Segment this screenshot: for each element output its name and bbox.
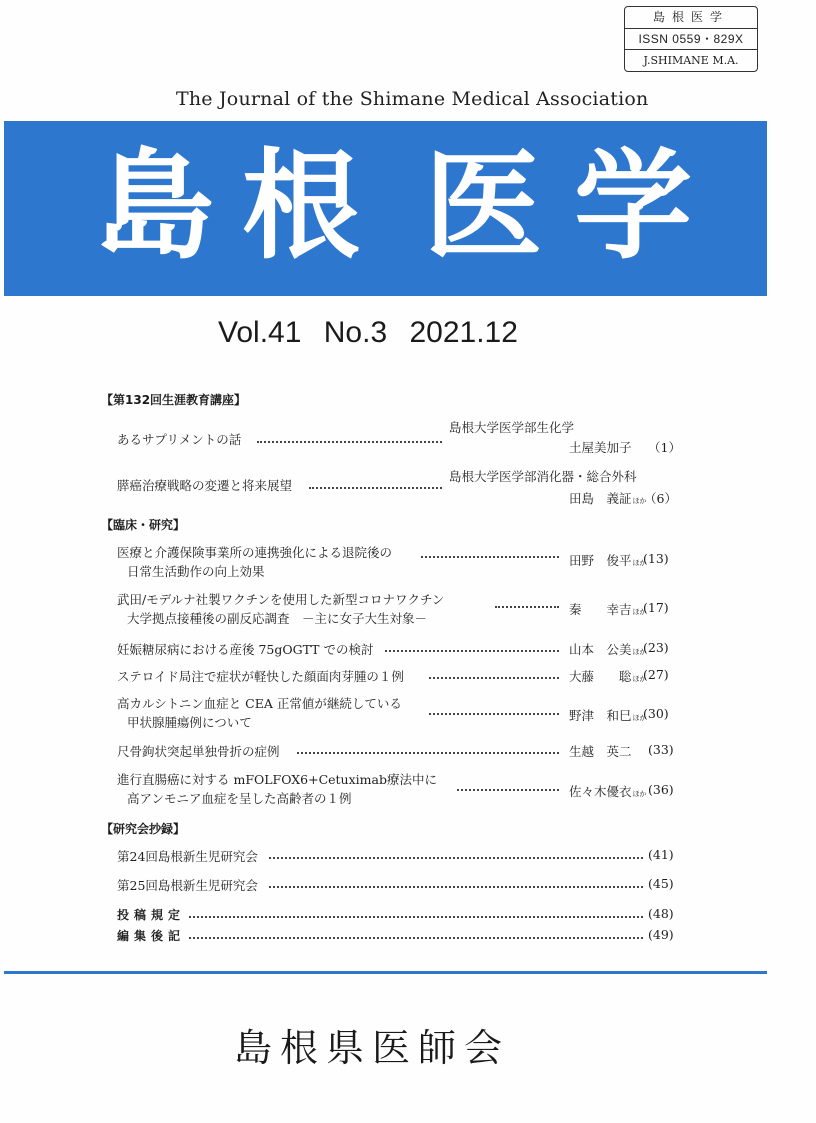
- section-heading-lifelong-education: 【第132回生涯教育講座】: [101, 393, 247, 407]
- journal-english-title: The Journal of the Shimane Medical Association: [176, 88, 649, 110]
- issn-box: [624, 6, 758, 72]
- banner-char-4: 学: [574, 137, 693, 275]
- issn-number: ISSN 0559・829X: [625, 28, 757, 49]
- toc-entry[interactable]: [117, 770, 678, 810]
- dot-leader: [257, 440, 442, 443]
- entry-author: 秦 幸吉ほか: [569, 602, 647, 617]
- entry-page: (41): [648, 847, 674, 862]
- entry-title: 進行直腸癌に対する mFOLFOX6+Cetuximab療法中に: [117, 772, 437, 787]
- section-heading-meeting-abstracts: 【研究会抄録】: [101, 822, 186, 836]
- toc-entry[interactable]: [117, 667, 678, 687]
- entry-title: 膵癌治療戦略の変遷と将来展望: [117, 478, 293, 493]
- entry-affiliation: 島根大学医学部生化学: [449, 420, 575, 435]
- dot-leader: [269, 885, 643, 888]
- issn-journal-name: 島根医学: [652, 10, 729, 24]
- dot-leader: [189, 915, 643, 918]
- issn-abbrev: J.SHIMANE M.A.: [625, 49, 757, 70]
- entry-title: ステロイド局注で症状が軽快した顔面肉芽腫の１例: [117, 669, 404, 684]
- entry-page: (49): [648, 927, 674, 942]
- entry-author: 大藤 聡ほか: [569, 669, 647, 684]
- banner-char-1: 島: [96, 137, 215, 275]
- entry-title: 尺骨鉤状突起単独骨折の症例: [117, 744, 280, 759]
- toc-entry[interactable]: [117, 469, 678, 514]
- banner-char-2: 根: [242, 137, 361, 275]
- entry-page: (23): [643, 640, 669, 655]
- entry-page: (33): [648, 742, 674, 757]
- dot-leader: [385, 649, 559, 652]
- dot-leader: [297, 751, 559, 754]
- entry-title: 高カルシトニン血症と CEA 正常値が継続している: [117, 696, 402, 711]
- dot-leader: [421, 555, 559, 558]
- entry-page: (36): [648, 782, 674, 797]
- dot-leader: [189, 936, 643, 939]
- entry-page: （1）: [648, 440, 681, 455]
- banner-char-3: 医: [424, 137, 543, 275]
- toc-entry[interactable]: [117, 420, 681, 466]
- issue-date: 2021.12: [409, 316, 518, 349]
- toc-entry[interactable]: [117, 742, 678, 762]
- toc-entry[interactable]: [117, 906, 678, 926]
- entry-title-continued: 日常生活動作の向上効果: [127, 564, 265, 579]
- entry-affiliation: 島根大学医学部消化器・総合外科: [449, 469, 637, 484]
- entry-page: (45): [648, 876, 674, 891]
- footer-rule: [4, 971, 767, 974]
- entry-page: (17): [643, 600, 669, 615]
- entry-title: 医療と介護保険事業所の連携強化による退院後の: [117, 545, 393, 560]
- dot-leader: [429, 676, 559, 679]
- entry-author: 山本 公美ほか: [569, 642, 647, 657]
- entry-page: (13): [643, 551, 669, 566]
- entry-title-continued: 高アンモニア血症を呈した高齢者の１例: [127, 791, 352, 806]
- entry-page: (27): [643, 667, 669, 682]
- entry-author: 田島 義証ほか: [569, 491, 647, 506]
- entry-title: あるサプリメントの話: [117, 432, 242, 447]
- entry-page: （6）: [644, 491, 677, 506]
- dot-leader: [429, 712, 559, 715]
- entry-title: 投稿規定: [117, 908, 186, 922]
- toc-entry[interactable]: [117, 543, 678, 583]
- toc-entry[interactable]: [117, 694, 678, 734]
- entry-title-continued: 甲状腺腫瘍例について: [127, 715, 252, 730]
- entry-title: 編集後記: [117, 929, 186, 943]
- entry-title-continued: 大学拠点接種後の副反応調査 －主に女子大生対象－: [127, 611, 428, 626]
- dot-leader: [269, 856, 643, 859]
- entry-title: 第24回島根新生児研究会: [117, 849, 258, 864]
- dot-leader: [457, 788, 559, 791]
- entry-author: 野津 和巳ほか: [569, 708, 647, 723]
- publisher-name: 島根県医師会: [234, 1026, 511, 1070]
- toc-entry[interactable]: [117, 927, 678, 947]
- dot-leader: [495, 605, 559, 608]
- entry-page: (30): [643, 706, 669, 721]
- section-heading-clinical-research: 【臨床・研究】: [101, 518, 186, 532]
- entry-page: (48): [648, 906, 674, 921]
- entry-title: 妊娠糖尿病における産後 75gOGTT での検討: [117, 642, 374, 657]
- dot-leader: [309, 486, 442, 489]
- toc-entry[interactable]: [117, 640, 678, 660]
- entry-author: 土屋美加子: [569, 440, 632, 455]
- issue-line: [218, 316, 532, 350]
- toc-entry[interactable]: [117, 876, 678, 896]
- entry-title: 武田/モデルナ社製ワクチンを使用した新型コロナワクチン: [117, 592, 445, 607]
- entry-title: 第25回島根新生児研究会: [117, 878, 258, 893]
- issue-number: No.3: [323, 316, 388, 349]
- issue-volume: Vol.41: [218, 316, 302, 349]
- title-banner: [4, 121, 767, 296]
- toc-entry[interactable]: [117, 590, 678, 630]
- entry-author: 生越 英二: [569, 744, 632, 759]
- entry-author: 田野 俊平ほか: [569, 553, 647, 568]
- entry-author: 佐々木優衣ほか: [569, 784, 647, 799]
- toc-entry[interactable]: [117, 847, 678, 867]
